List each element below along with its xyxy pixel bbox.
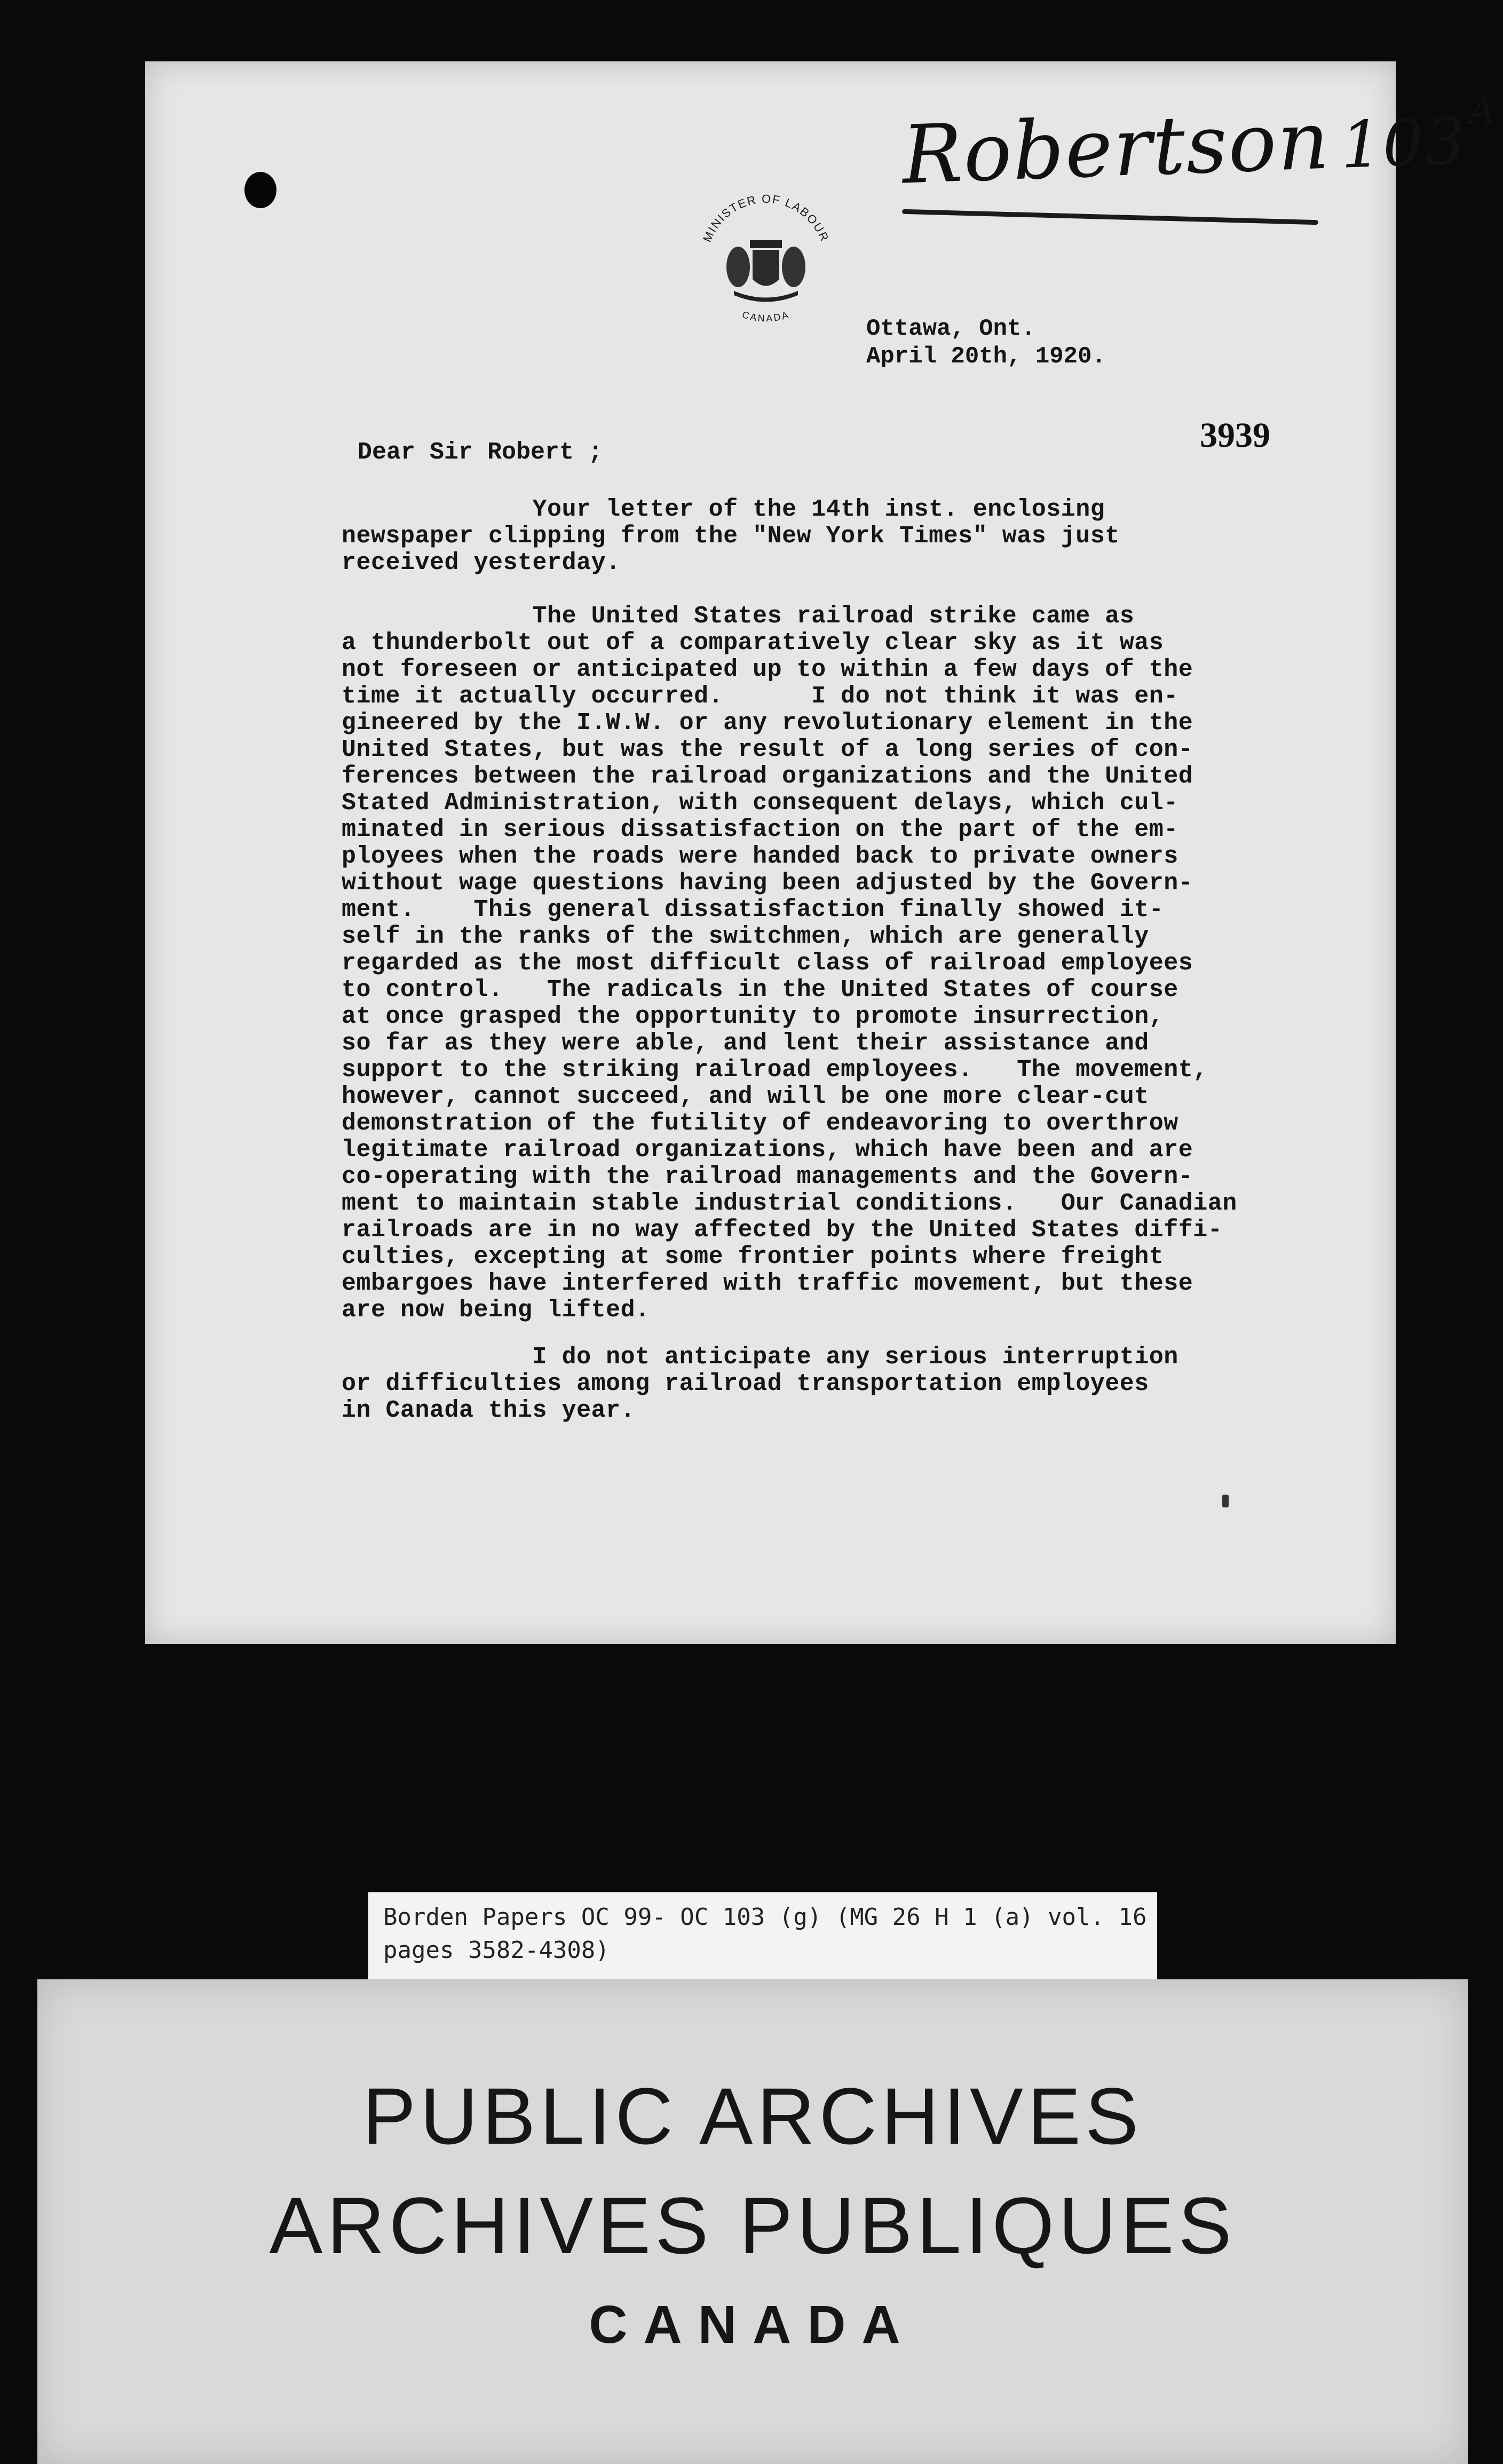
- reference-line-2: pages 3582-4308): [383, 1937, 610, 1964]
- letter-place-date: [866, 315, 1106, 370]
- handwritten-superscript: A: [1467, 88, 1498, 133]
- seal-bottom-text: CANADA: [741, 309, 791, 324]
- letter-date: April 20th, 1920.: [866, 343, 1106, 370]
- archive-title-en: PUBLIC ARCHIVES: [362, 2071, 1143, 2161]
- punch-hole: [244, 172, 276, 208]
- handwritten-name: Robertson: [900, 94, 1332, 202]
- handwritten-number: 103: [1339, 104, 1468, 183]
- coat-of-arms-icon: [691, 181, 841, 336]
- page-mark: [1222, 1495, 1229, 1507]
- reference-label: [368, 1892, 1157, 1979]
- ministry-seal: [691, 181, 841, 336]
- letter-place: Ottawa, Ont.: [866, 315, 1035, 342]
- archive-card: [37, 1979, 1468, 2464]
- seal-top-text: MINISTER OF LABOUR: [700, 192, 832, 244]
- paragraph-2: The United States railroad strike came as a thunderbolt out of a comparatively clear sky as it was not foreseen or anticipated up to within a few days of the time it actually occurred. I do not think it was en- gineered by the I.W.W. or any revolutionary element in the United States, but was the result of a long series of con- ferences between the railroad organizations and the United Stated Administration, with consequent delays, which cul- minated in serious dissatisfaction on the part of the em- ployees when the roads were handed back to private owners without wage questions having been adjusted by the Govern- ment. This general dissatisfaction finally showed it- self in the ranks of the switchmen, which are generally regarded as the most difficult class of railroad employees to control. The radicals in the United States of course at once grasped the opportunity to promote insurrection, so far as they were able, and lent their assistance and support to the striking railroad employees. The movement, however, cannot succeed, and will be one more clear-cut demonstration of the futility of endeavoring to overthrow legitimate railroad organizations, which have been and are co-operating with the railroad managements and the Govern- ment to maintain stable industrial conditions. Our Canadian railroads are in no way affected by the United States diffi- culties, excepting at some frontier points where freight embargoes have interfered with traffic movement, but these are now being lifted.: [342, 603, 1237, 1324]
- salutation: Dear Sir Robert ;: [358, 439, 603, 466]
- archive-title-fr: ARCHIVES PUBLIQUES: [269, 2181, 1236, 2270]
- document-number: 3939: [1200, 416, 1270, 455]
- paragraph-3: I do not anticipate any serious interruption or difficulties among railroad transportation employees in Canada this year.: [342, 1344, 1178, 1424]
- reference-line-1: Borden Papers OC 99- OC 103 (g) (MG 26 H 1 (a) vol. 16: [383, 1904, 1147, 1931]
- archive-country: CANADA: [589, 2295, 916, 2355]
- paragraph-1: Your letter of the 14th inst. enclosing newspaper clipping from the "New York Times" was just received yesterday.: [342, 496, 1120, 576]
